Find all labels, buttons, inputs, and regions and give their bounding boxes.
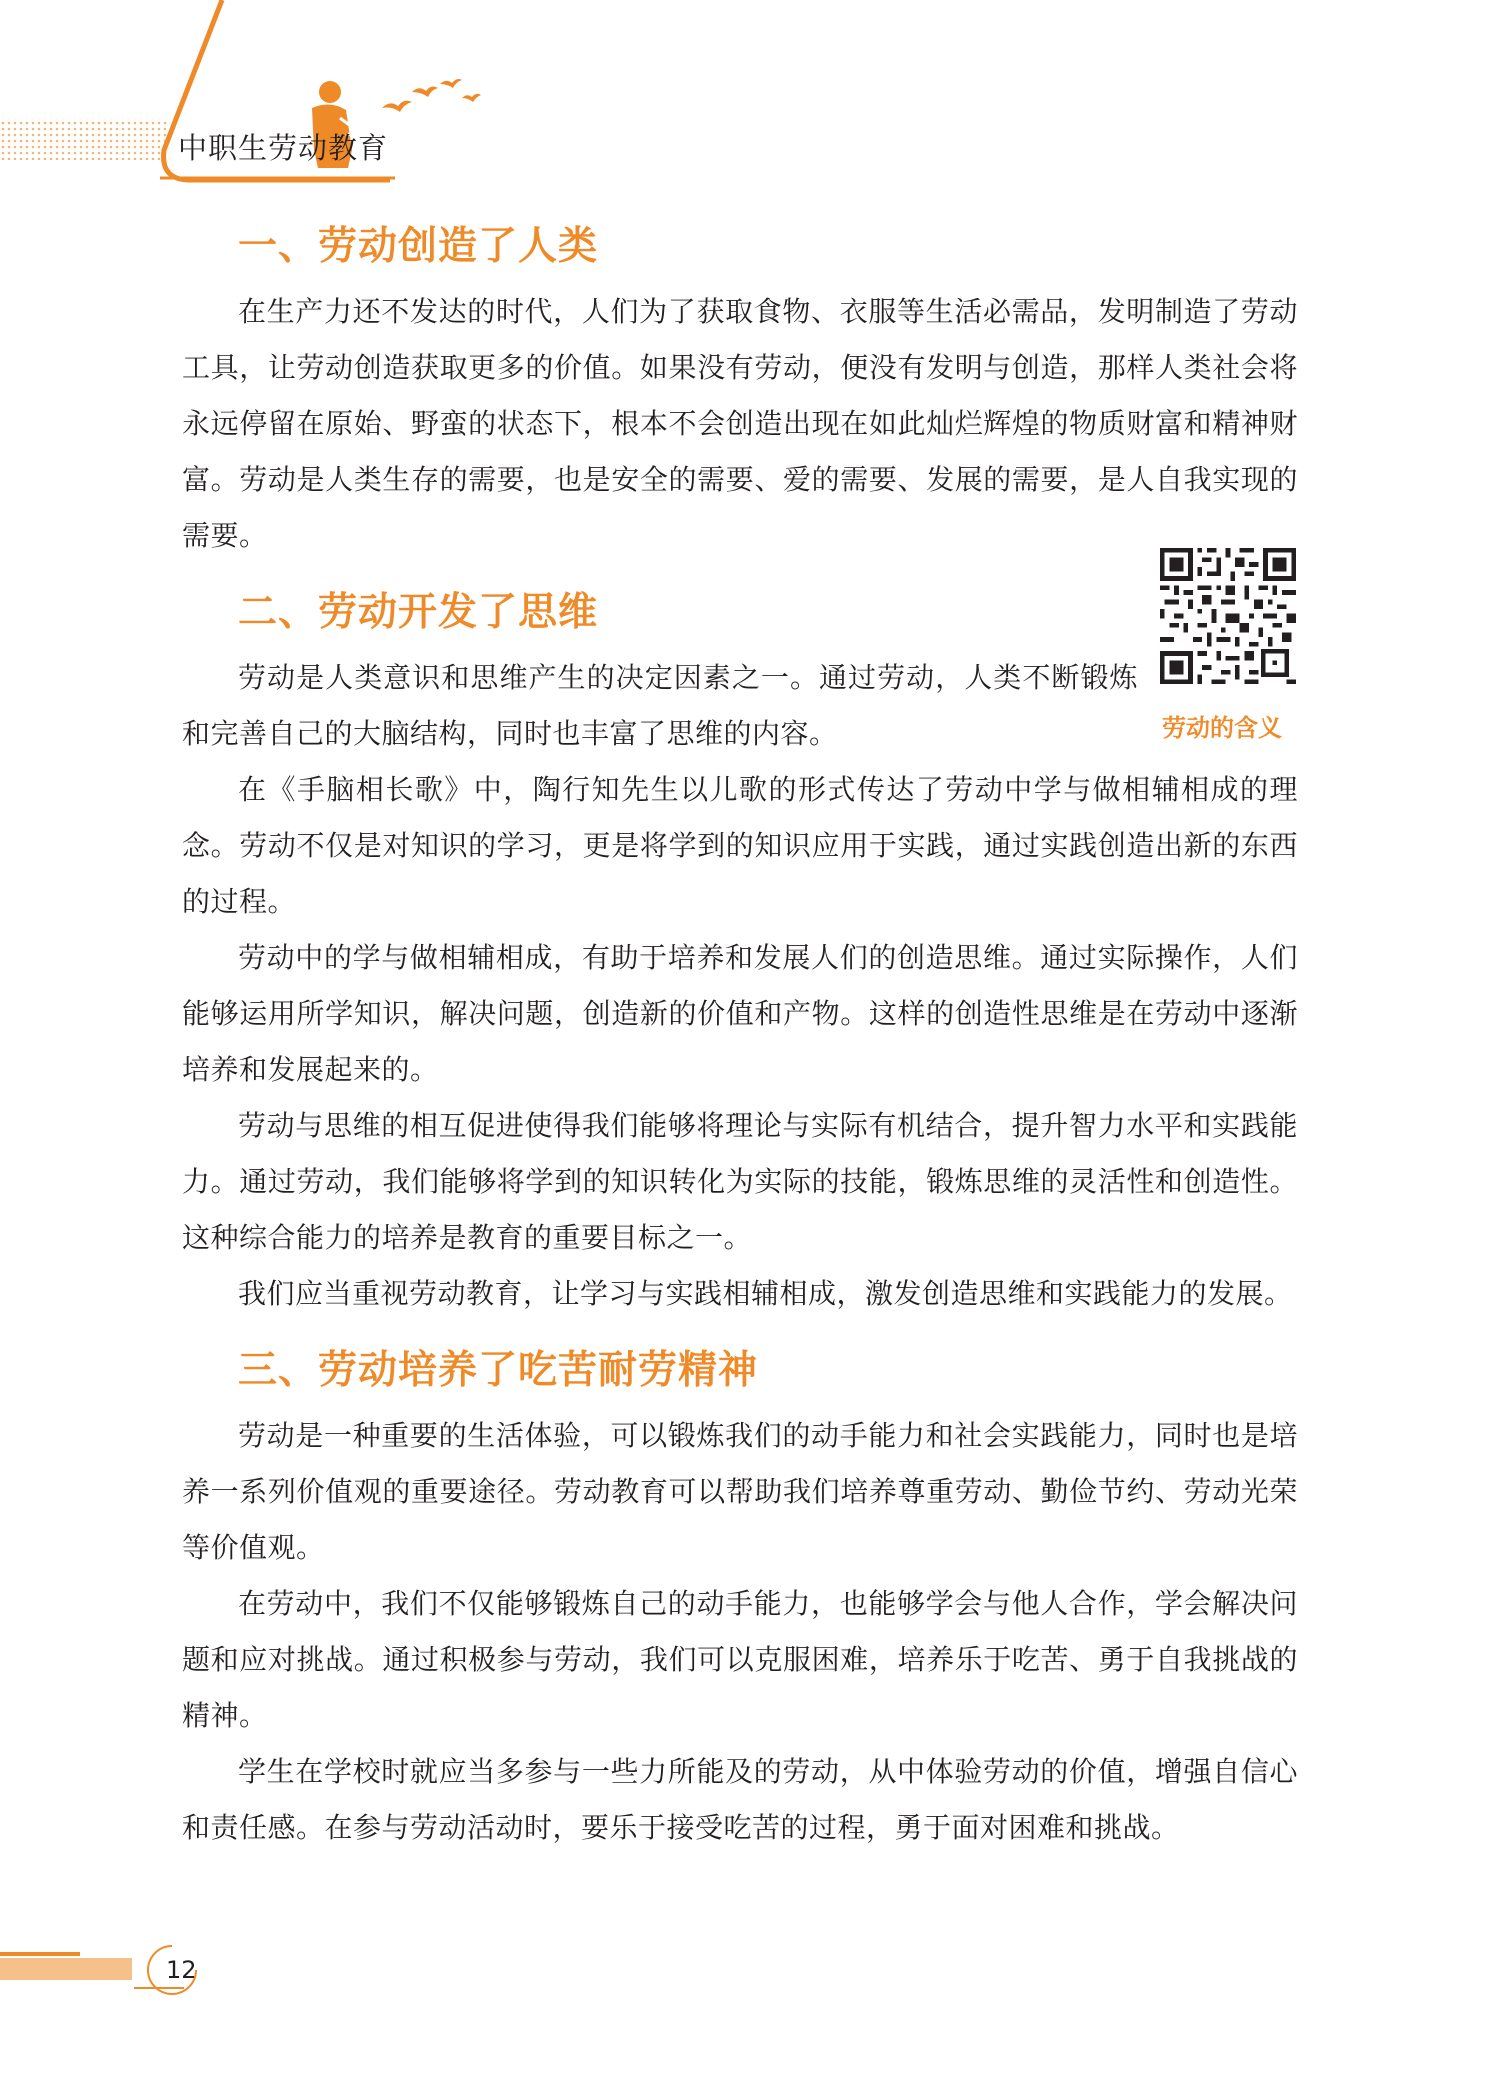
- footer-decoration: [0, 1930, 240, 2000]
- section-3-paragraph-2: 在劳动中，我们不仅能够锻炼自己的动手能力，也能够学会与他人合作，学会解决问题和应对挑战。通过积极参与劳动，我们可以克服困难，培养乐于吃苦、勇于自我挑战的精神。: [182, 1587, 1298, 1732]
- page-number: 12: [166, 1956, 197, 1984]
- book-title: 中职生劳动教育: [178, 131, 389, 165]
- section-2-paragraph-1: 劳动是人类意识和思维产生的决定因素之一。通过劳动，人类不断锻炼和完善自己的大脑结构，同时也丰富了思维的内容。: [182, 661, 1138, 750]
- section-1-heading: 一、劳动创造了人类: [238, 223, 599, 269]
- section-1-paragraph: 在生产力还不发达的时代，人们为了获取食物、衣服等生活必需品，发明制造了劳动工具，让劳动创造获取更多的价值。如果没有劳动，便没有发明与创造，那样人类社会将永远停留在原始、野蛮的状态下，根本不会创造出现在如此灿烂辉煌的物质财富和精神财富。劳动是人类生存的需要，也是安全的需要、爱的需要、发展的需要，是人自我实现的需要。: [182, 295, 1298, 552]
- footer-bar: [0, 1958, 132, 1980]
- qr-code-icon[interactable]: [1160, 548, 1296, 684]
- section-2-paragraph-3: 劳动中的学与做相辅相成，有助于培养和发展人们的创造思维。通过实际操作，人们能够运用所学知识，解决问题，创造新的价值和产物。这样的创造性思维是在劳动中逐渐培养和发展起来的。: [182, 941, 1298, 1086]
- section-2-paragraph-4: 劳动与思维的相互促进使得我们能够将理论与实际有机结合，提升智力水平和实践能力。通过劳动，我们能够将学到的知识转化为实际的技能，锻炼思维的灵活性和创造性。这种综合能力的培养是教育的重要目标之一。: [182, 1109, 1298, 1254]
- footer-bar-top: [0, 1952, 80, 1956]
- dot-pattern: [0, 118, 170, 160]
- section-2-paragraph-5: 我们应当重视劳动教育，让学习与实践相辅相成，激发创造思维和实践能力的发展。: [238, 1277, 1293, 1310]
- section-2-paragraph-2: 在《手脑相长歌》中，陶行知先生以儿歌的形式传达了劳动中学与做相辅相成的理念。劳动不仅是对知识的学习，更是将学到的知识应用于实践，通过实践创造出新的东西的过程。: [182, 773, 1298, 918]
- section-3-paragraph-3: 学生在学校时就应当多参与一些力所能及的劳动，从中体验劳动的价值，增强自信心和责任感。在参与劳动活动时，要乐于接受吃苦的过程，勇于面对困难和挑战。: [182, 1755, 1298, 1844]
- section-2-heading: 二、劳动开发了思维: [238, 589, 599, 635]
- section-3-heading: 三、劳动培养了吃苦耐劳精神: [238, 1347, 759, 1393]
- section-3-paragraph-1: 劳动是一种重要的生活体验，可以锻炼我们的动手能力和社会实践能力，同时也是培养一系列价值观的重要途径。劳动教育可以帮助我们培养尊重劳动、勤俭节约、劳动光荣等价值观。: [182, 1419, 1298, 1564]
- birds-icon: [382, 79, 481, 112]
- qr-caption: 劳动的含义: [1162, 714, 1282, 742]
- main-content: [182, 216, 1298, 1856]
